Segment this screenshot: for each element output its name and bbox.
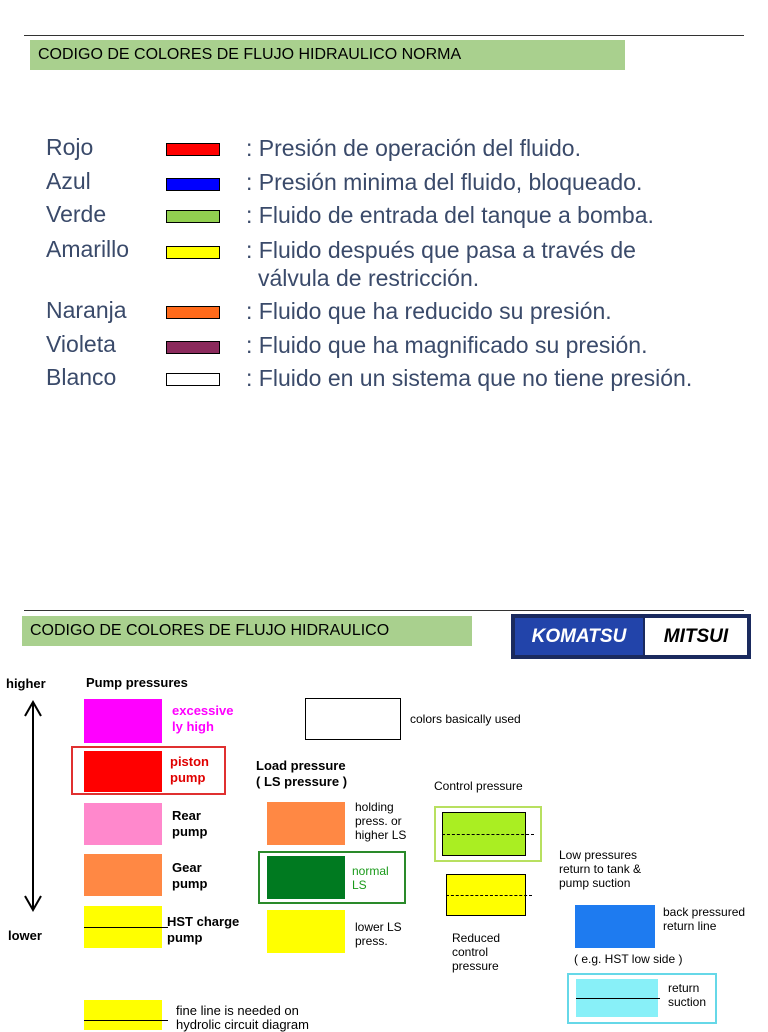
reduced-label-1: Reduced (452, 931, 501, 945)
blue-swatch (166, 178, 220, 191)
piston-label-1: piston (170, 754, 209, 769)
back-pressured-label-2: return line (663, 919, 717, 933)
legend-name: Naranja (46, 297, 127, 323)
white-swatch (166, 373, 220, 386)
holding-label-1: holding (355, 800, 394, 814)
fine-line-note-1: fine line is needed on (176, 1003, 299, 1018)
reduced-label-3: pressure (452, 959, 499, 973)
red-swatch (166, 143, 220, 156)
orange-swatch (166, 306, 220, 319)
gear-label-1: Gear (172, 860, 202, 875)
normal-ls-label-2: LS (352, 878, 367, 892)
return-label-1: return (668, 981, 700, 995)
holding-label-3: higher LS (355, 828, 407, 842)
low-pressures-label-1: Low pressures (559, 848, 638, 862)
back-pressured-label-1: back pressured (663, 905, 746, 919)
legend-desc: : Fluido después que pasa a través de (246, 237, 636, 263)
fine-line-note-2: hydrolic circuit diagram (176, 1017, 309, 1032)
rear-pump-swatch (84, 803, 162, 845)
reduced-control-dashed-line (446, 895, 532, 896)
lower-ls-label-2: press. (355, 934, 388, 948)
lower-label: lower (8, 928, 42, 943)
fine-line (84, 1020, 168, 1021)
pressure-scale-arrow-icon (22, 698, 44, 916)
yellow-swatch (166, 246, 220, 259)
excessive-pressure-swatch (84, 699, 162, 743)
excessive-label-1: excessive (172, 703, 234, 718)
normal-ls-swatch (267, 856, 345, 899)
pump-pressures-heading: Pump pressures (86, 675, 188, 690)
piston-label-2: pump (170, 770, 206, 785)
holding-press-swatch (267, 802, 345, 845)
top-divider (24, 35, 744, 36)
hst-label-1: HST charge (167, 914, 240, 929)
back-pressured-swatch (575, 905, 655, 948)
low-pressures-label-3: pump suction (559, 876, 631, 890)
colors-used-label: colors basically used (410, 712, 521, 726)
legend-name: Verde (46, 201, 107, 227)
hst-low-side-label: ( e.g. HST low side ) (574, 952, 683, 966)
rear-label-1: Rear (172, 808, 201, 823)
legend-name: Azul (46, 168, 91, 194)
legend-name: Amarillo (46, 236, 130, 262)
legend-desc-continued: válvula de restricción. (258, 265, 480, 291)
legend-desc: : Presión minima del fluido, bloqueado. (246, 169, 643, 195)
return-label-2: suction (668, 995, 707, 1009)
legend-desc: : Fluido que ha reducido su presión. (246, 298, 612, 324)
lower-ls-label-1: lower LS (355, 920, 402, 934)
higher-label: higher (6, 676, 46, 691)
rear-label-2: pump (172, 824, 208, 839)
violet-swatch (166, 341, 220, 354)
holding-label-2: press. or (355, 814, 402, 828)
hst-label-2: pump (167, 930, 203, 945)
bottom-title: CODIGO DE COLORES DE FLUJO HIDRAULICO (30, 622, 390, 639)
komatsu-logo-text: KOMATSU (515, 618, 643, 655)
return-suction-line (576, 998, 660, 999)
control-pressure-heading: Control pressure (434, 779, 523, 793)
mitsui-logo-text: MITSUI (645, 618, 747, 655)
fine-line-swatch (84, 1000, 162, 1030)
load-pressure-heading: Load pressure (256, 758, 346, 773)
low-pressures-label-2: return to tank & (559, 862, 642, 876)
basic-color-swatch (305, 698, 401, 740)
gear-pump-swatch (84, 854, 162, 896)
legend-name: Rojo (46, 134, 94, 160)
excessive-label-2: ly high (172, 719, 214, 734)
legend-name: Violeta (46, 331, 116, 357)
lower-ls-swatch (267, 910, 345, 953)
gear-label-2: pump (172, 876, 208, 891)
green-swatch (166, 210, 220, 223)
bottom-divider (24, 610, 744, 611)
legend-desc: : Presión de operación del fluido. (246, 135, 581, 161)
ls-pressure-heading: ( LS pressure ) (256, 774, 348, 789)
top-title: CODIGO DE COLORES DE FLUJO HIDRAULICO NORMA (38, 46, 462, 63)
top-title-banner (30, 40, 625, 70)
legend-name: Blanco (46, 364, 117, 390)
legend-desc: : Fluido que ha magnificado su presión. (246, 332, 648, 358)
legend-desc: : Fluido en un sistema que no tiene presión. (246, 365, 693, 391)
reduced-label-2: control (452, 945, 489, 959)
legend-desc: : Fluido de entrada del tanque a bomba. (246, 202, 654, 228)
normal-ls-label-1: normal (352, 864, 389, 878)
bottom-title-banner (22, 616, 472, 646)
komatsu-mitsui-logo (511, 614, 751, 659)
hst-charge-line (84, 927, 168, 928)
control-pressure-dashed-line (442, 834, 534, 835)
piston-pump-swatch (84, 751, 162, 792)
